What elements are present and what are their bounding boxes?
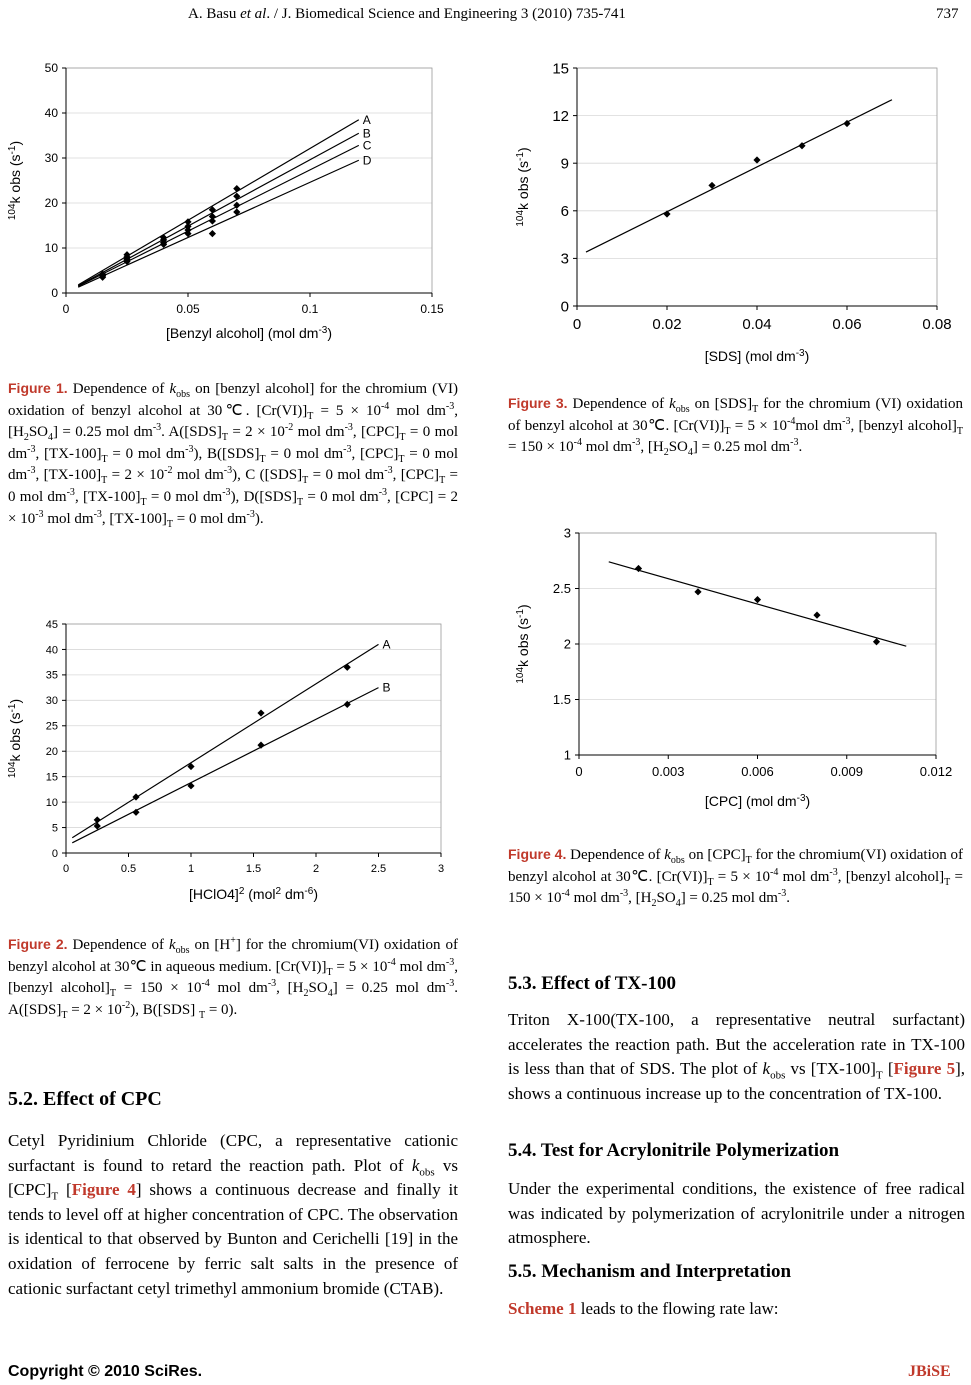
x-axis-label: [HClO4]$^2$ (mol$^2$ $dm^{-6}$): [189, 885, 318, 902]
y-tick-label: 30: [44, 151, 58, 166]
plot-area: [66, 624, 441, 853]
figure-5-link[interactable]: Figure 5: [893, 1059, 956, 1079]
y-tick-label: 2.5: [552, 581, 571, 597]
series-label: B: [382, 680, 391, 695]
trend-line-B: [72, 688, 378, 843]
x-tick-label: 3: [437, 863, 445, 875]
x-tick-label: 0.06: [832, 316, 862, 333]
y-tick-label: 20: [44, 196, 58, 211]
figure-4-chart: [500, 515, 971, 825]
footer-copyright: Copyright © 2010 SciRes.: [8, 1363, 203, 1380]
y-tick-label: 0: [560, 298, 569, 316]
x-tick-label: 2.5: [370, 863, 387, 875]
running-head: A. Basu et al. / J. Biomedical Science and Engineering 3 (2010) 735-741: [188, 6, 626, 22]
data-point-A: [257, 709, 264, 716]
section-5-3-body: Triton X-100(TX-100, a representative neutral surfactant) accelerates the reaction path. But the acceleration rate in TX-100 is less than that of SDS. The plot of $k_{obs}$ vs $[TX-100]_T$ [Figure 5], shows a continuous increase up to the concentration of TX-100.: [508, 1010, 965, 1103]
figure-1-label: Figure 1.: [8, 380, 68, 396]
x-axis-label: [SDS] (mol $dm^{-3}$): [704, 347, 810, 364]
y-tick-label: 15: [552, 60, 569, 78]
series-label: D: [362, 153, 372, 168]
series-label: B: [362, 126, 371, 141]
series-label: A: [362, 112, 371, 127]
figure-4-label: Figure 4.: [508, 846, 567, 862]
y-tick-label: 40: [45, 644, 58, 657]
y-tick-label: 45: [45, 618, 58, 631]
figure-4-caption: Figure 4. Dependence of $k_{obs}$ on $[CPC]_T$ for the chromium(VI) oxidation of benzyl alcohol at 30℃. $[Cr(VI)]_T = 5 \times 10^{-4}$ mol $dm^{-3}$, [benzyl $alcohol]_T = 150 \times 10^{-4}$ mol $dm^{-3}$, $[H_2SO_4] = 0.25$ mol $dm^{-3}$.: [508, 846, 963, 910]
y-axis-label: $^{104}$k obs $(s^{-1})$: [514, 604, 531, 684]
y-tick-label: 3: [560, 250, 569, 268]
y-tick-label: 12: [552, 107, 569, 125]
y-tick-label: 5: [51, 822, 58, 835]
section-5-5-heading: 5.5. Mechanism and Interpretation: [508, 1261, 792, 1282]
section-5-5-body: [508, 1297, 965, 1322]
data-point-D: [209, 230, 216, 237]
section-5-5-text: leads to the flowing rate law:: [580, 1299, 779, 1318]
trend-line-C: [78, 145, 359, 286]
x-tick-label: 0: [572, 316, 582, 333]
y-tick-label: 9: [560, 155, 569, 173]
x-tick-label: 0.003: [651, 764, 685, 779]
x-tick-label: 0: [62, 302, 70, 316]
page-number: 737: [936, 6, 959, 22]
figure-2-caption: Figure 2. Dependence of $k_{obs}$ on [H+] for the chromium(VI) oxidation of benzyl alcohol at 30℃ in aqueous medium. $[Cr(VI)]_T = 5 \times 10^{-4}$ mol $dm^{-3}$, [benzyl $alcohol]_T = 150 \times 10^{-4}$ mol $dm^{-3}$, $[H_2SO_4] = 0.25$ mol $dm^{-3}$. $A([SDS]_T = 2 \times 10^{-2})$, B([SDS] $_T$ = 0).: [8, 935, 459, 1021]
y-tick-label: 1: [563, 747, 571, 763]
figure-1-chart: [0, 48, 470, 358]
x-tick-label: 0.012: [919, 764, 953, 779]
x-tick-label: 0: [62, 863, 70, 875]
trend-line-D: [78, 160, 359, 287]
data-point: [813, 612, 820, 619]
data-point: [663, 210, 670, 217]
y-tick-label: 3: [563, 525, 571, 541]
scheme-1-link[interactable]: Scheme 1: [508, 1299, 577, 1318]
x-axis-label: [Benzyl alcohol] (mol $dm^{-3}$): [165, 324, 333, 341]
section-5-2-heading: 5.2. Effect of CPC: [8, 1088, 162, 1110]
x-tick-label: 0.15: [420, 302, 444, 316]
data-point: [754, 596, 761, 603]
y-tick-label: 25: [45, 720, 58, 733]
y-tick-label: 1.5: [552, 692, 571, 708]
y-tick-label: 0: [51, 847, 58, 860]
trend-line-A: [72, 644, 378, 837]
figure-3-chart: [500, 48, 971, 378]
x-tick-label: 1: [187, 863, 195, 875]
data-point-A: [233, 185, 240, 192]
section-5-4-body: Under the experimental conditions, the existence of free radical was indicated by polymerization of acrylonitrile under a nitrogen atmosphere.: [508, 1179, 965, 1248]
figure-1-caption: Figure 1. Dependence of $k_{obs}$ on [benzyl alcohol] for the chromium (VI) oxidation of benzyl alcohol at 30℃. $[Cr(VI)]_T = 5 \times 10^{-4}$ mol $dm^{-3}$, $[H_2SO_4] = 0.25$ mol $dm^{-3}$. $A([SDS]_T = 2 \times 10^{-2}$ mol $dm^{-3}$, $[CPC]_T = 0$ mol $dm^{-3}$, $[TX-100]_T = 0$ mol $dm^{-3}$), $B([SDS]_T = 0$ mol $dm^{-3}$, $[CPC]_T = 0$ mol $dm^{-3}$, $[TX-100]_T = 2 \times 10^{-2}$ mol $dm^{-3}$), C ($[SDS]_T = 0$ mol $dm^{-3}$, $[CPC]_T = 0$ mol $dm^{-3}$, $[TX-100]_T = 0$ mol $dm^{-3}$), $D([SDS]_T = 0$ mol $dm^{-3}$, $[CPC] = 2 \times 10^{-3}$ mol $dm^{-3}$, $[TX-100]_T = 0$ mol $dm^{-3}$).: [8, 380, 459, 530]
series-label: C: [362, 138, 372, 153]
series-label: A: [382, 637, 391, 652]
x-tick-label: 1.5: [245, 863, 262, 875]
y-tick-label: 2: [563, 636, 571, 652]
trend-line-A: [78, 120, 359, 285]
figure-2-label: Figure 2.: [8, 936, 68, 952]
figure-2-chart: [0, 610, 470, 915]
figure-3-label: Figure 3.: [508, 395, 568, 411]
section-5-4-heading: 5.4. Test for Acrylonitrile Polymerization: [508, 1140, 840, 1161]
y-tick-label: 35: [45, 669, 58, 682]
section-5-3-heading: 5.3. Effect of TX-100: [508, 973, 676, 994]
y-axis-label: $^{104}$k obs $(s^{-1})$: [6, 698, 23, 779]
x-tick-label: 0.08: [922, 316, 952, 333]
y-tick-label: 10: [45, 796, 58, 809]
x-tick-label: 0.1: [301, 302, 319, 316]
y-tick-label: 30: [45, 695, 58, 708]
figure-3-caption: Figure 3. Dependence of $k_{obs}$ on $[SDS]_T$ for the chromium (VI) oxidation of benzyl alcohol at 30℃. $[Cr(VI)]_T = 5 \times 10^{-4}mol$ $dm^{-3}$, [benzyl $alcohol]_T = 150 \times 10^{-4}$ mol $dm^{-3}$, $[H_2SO_4] = 0.25$ mol $dm^{-3}$.: [508, 395, 964, 459]
x-tick-label: 0: [575, 764, 583, 779]
section-5-2-body: Cetyl Pyridinium Chloride (CPC, a representative cationic surfactant is found to retard the reaction path. Plot of $k_{obs}$ vs $[CPC]_T$ [Figure 4] shows a continuous decrease and finally it tends to level off at higher concentration of CPC. The observation is identical to that observed by Bunton and Cerichelli [19] in the oxidation of ferrocene by ferric salt salts in the presence of cationic surfactant cetyl trimethyl ammonium bromide (CTAB).: [8, 1131, 458, 1298]
data-point-B: [257, 742, 264, 749]
x-tick-label: 0.02: [652, 316, 682, 333]
trend-line-B: [78, 133, 359, 286]
x-tick-label: 0.04: [742, 316, 772, 333]
x-tick-label: 2: [312, 863, 320, 875]
y-tick-label: 40: [44, 106, 58, 121]
data-point-A: [344, 664, 351, 671]
data-point: [694, 588, 701, 595]
y-tick-label: 10: [44, 241, 58, 256]
y-tick-label: 6: [560, 203, 569, 221]
page-header: [0, 6, 971, 26]
trend-line: [609, 562, 907, 646]
y-tick-label: 50: [44, 61, 58, 76]
y-tick-label: 0: [51, 286, 58, 301]
y-tick-label: 20: [45, 746, 58, 759]
y-axis-label: $^{104}$k obs $(s^{-1})$: [6, 140, 23, 221]
x-tick-label: 0.05: [176, 302, 200, 316]
data-point: [753, 156, 760, 163]
figure-4-link[interactable]: Figure 4: [71, 1180, 136, 1200]
y-tick-label: 15: [45, 771, 58, 784]
footer-journal: JBiSE: [908, 1363, 951, 1380]
x-axis-label: [CPC] (mol $dm^{-3}$): [704, 792, 811, 809]
y-axis-label: $^{104}$k obs $(s^{-1})$: [514, 147, 531, 227]
x-tick-label: 0.009: [830, 764, 864, 779]
x-tick-label: 0.5: [120, 863, 137, 875]
x-tick-label: 0.006: [741, 764, 774, 779]
data-point-C: [209, 217, 216, 224]
